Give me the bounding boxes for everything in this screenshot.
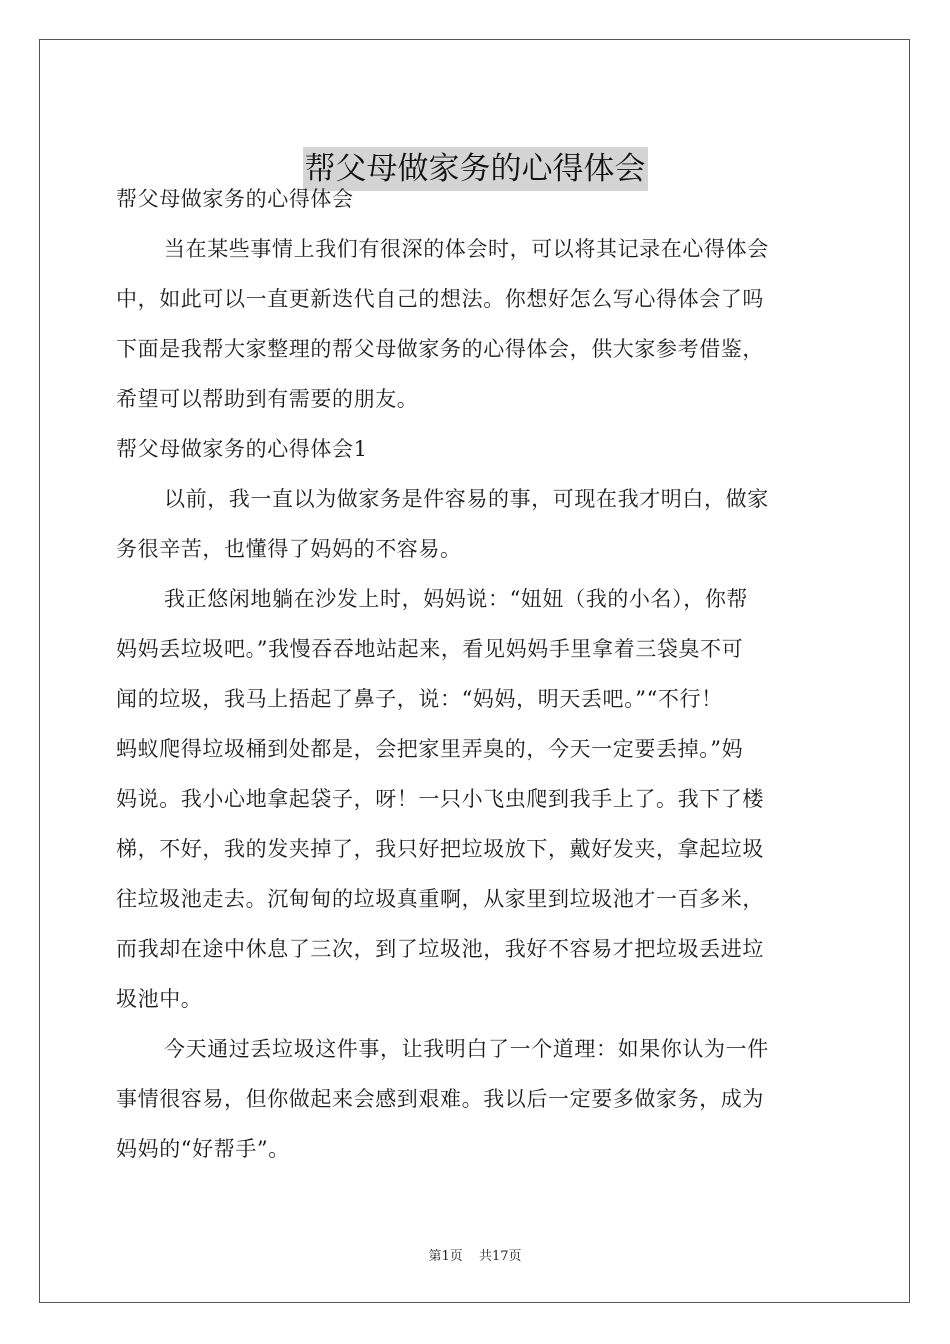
text-line: 圾池中。 xyxy=(116,987,203,1011)
text-line: 中，如此可以一直更新迭代自己的想法。你想好怎么写心得体会了吗 xyxy=(116,287,764,311)
text-line: 今天通过丢垃圾这件事，让我明白了一个道理：如果你认为一件 xyxy=(164,1037,769,1061)
text-line: 妈说。我小心地拿起袋子，呀！一只小飞虫爬到我手上了。我下了楼 xyxy=(116,787,764,811)
page-total: 共17页 xyxy=(478,1249,522,1264)
text-line: 当在某些事情上我们有很深的体会时，可以将其记录在心得体会 xyxy=(164,237,769,261)
document-body xyxy=(116,174,834,1174)
text-line: 以前，我一直以为做家务是件容易的事，可现在我才明白，做家 xyxy=(164,487,769,511)
text-line: 闻的垃圾，我马上捂起了鼻子，说：“妈妈，明天丢吧。”“不行！ xyxy=(116,687,723,711)
page-footer xyxy=(0,1245,950,1264)
text-line: 妈妈的“好帮手”。 xyxy=(116,1137,290,1161)
text-line: 希望可以帮助到有需要的朋友。 xyxy=(116,387,419,411)
page-number: 第1页 xyxy=(428,1249,463,1264)
text-line: 我正悠闲地躺在沙发上时，妈妈说：“妞妞（我的小名），你帮 xyxy=(164,587,749,611)
document-title: 帮父母做家务的心得体会 xyxy=(303,147,648,191)
text-line: 蚂蚁爬得垃圾桶到处都是，会把家里弄臭的，今天一定要丢掉。”妈 xyxy=(116,737,744,761)
text-line: 往垃圾池走去。沉甸甸的垃圾真重啊，从家里到垃圾池才一百多米， xyxy=(116,887,764,911)
text-line: 下面是我帮大家整理的帮父母做家务的心得体会，供大家参考借鉴， xyxy=(116,337,764,361)
text-line: 帮父母做家务的心得体会 xyxy=(116,187,354,211)
text-line: 梯，不好，我的发夹掉了，我只好把垃圾放下，戴好发夹，拿起垃圾 xyxy=(116,837,764,861)
text-line: 而我却在途中休息了三次，到了垃圾池，我好不容易才把垃圾丢进垃 xyxy=(116,937,764,961)
text-line: 务很辛苦，也懂得了妈妈的不容易。 xyxy=(116,537,462,561)
text-line: 事情很容易，但你做起来会感到艰难。我以后一定要多做家务，成为 xyxy=(116,1087,764,1111)
section-heading: 帮父母做家务的心得体会1 xyxy=(116,437,368,461)
text-line: 妈妈丢垃圾吧。”我慢吞吞地站起来，看见妈妈手里拿着三袋臭不可 xyxy=(116,637,744,661)
